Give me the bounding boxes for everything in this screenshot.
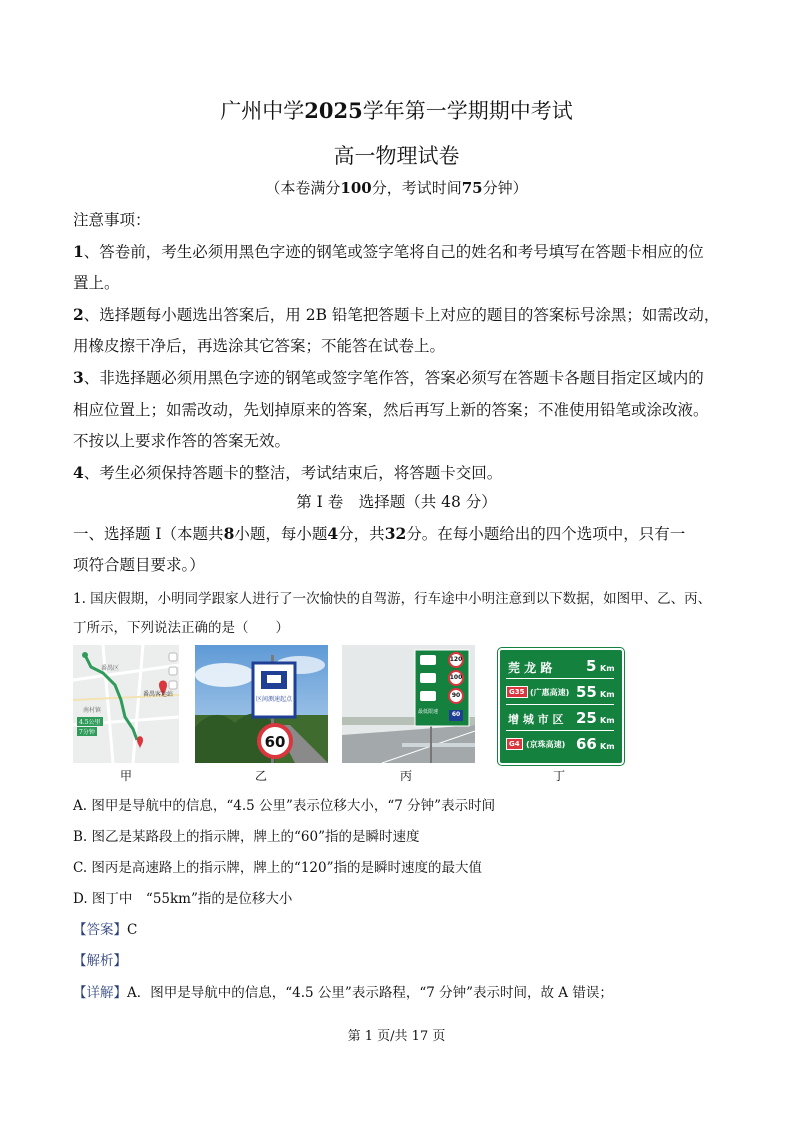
notice-item: 2、选择题每小题选出答案后，用 2B 铅笔把答题卡上对应的题目的答案标号涂黑；如需改动， xyxy=(73,305,720,324)
map-route-distance: 4.5公里 xyxy=(79,719,101,726)
option-b: B. 图乙是某路段上的指示牌，牌上的“60”指的是瞬时速度 xyxy=(73,829,420,845)
distance-row: 莞 龙 路 5 Km xyxy=(506,656,614,679)
sign-section-speed-text: 区间测速起点 xyxy=(255,696,292,703)
sign-min-speed-value: 60 xyxy=(451,711,461,718)
sign-min-speed-label: 最低限速 xyxy=(418,709,439,715)
detail-line: 【详解】A．图甲是导航中的信息，“4.5 公里”表示路程，“7 分钟”表示时间，故 A 错误； xyxy=(73,985,613,1001)
sign-speed-limit-value: 60 xyxy=(264,733,286,751)
distance-row: G4 (京珠高速) 66 Km xyxy=(506,734,614,756)
notice-item-cont: 不按以上要求作答的答案无效。 xyxy=(73,432,291,450)
option-a: A. 图甲是导航中的信息，“4.5 公里”表示位移大小，“7 分钟”表示时间 xyxy=(73,798,496,814)
figure-highway-speed-sign xyxy=(342,645,475,763)
figure-caption: 丙 xyxy=(399,769,412,783)
sign-speed-value: 90 xyxy=(451,692,461,699)
question-stem-cont: 丁所示，下列说法正确的是（ ） xyxy=(73,620,289,636)
page-number: 第 1 页/共 17 页 xyxy=(347,1029,446,1044)
map-place-label: 南村镇 xyxy=(83,707,102,714)
map-route-time: 7分钟 xyxy=(79,729,95,736)
figure-speed-sign-photo xyxy=(195,645,328,763)
map-destination-label: 番禺客运站 xyxy=(143,691,174,698)
figure-caption: 乙 xyxy=(254,769,267,783)
distance-row: 增 城 市 区 25 Km xyxy=(506,708,614,731)
sign-speed-value: 100 xyxy=(449,674,463,681)
answer-line: 【答案】C xyxy=(73,922,138,938)
notice-item-cont: 置上。 xyxy=(73,274,120,292)
question-stem: 1. 国庆假期，小明同学跟家人进行了一次愉快的自驾游，行车途中小明注意到以下数据，如图甲、乙、丙、 xyxy=(73,591,712,607)
figure-map-navigation xyxy=(73,645,179,763)
map-place-label: 番禺区 xyxy=(101,665,120,672)
notice-item-cont: 用橡皮擦干净后，再选涂其它答案；不能答在试卷上。 xyxy=(73,337,446,355)
figure-caption: 丁 xyxy=(552,769,565,783)
notice-item: 4、考生必须保持答题卡的整洁，考试结束后，将答题卡交回。 xyxy=(73,463,503,482)
part-instructions: 一、选择题 I（本题共8小题，每小题4分，共32分。在每小题给出的四个选项中，只有一 xyxy=(73,524,686,543)
exam-subtitle: 高一物理试卷 xyxy=(333,144,460,168)
notice-item: 3、非选择题必须用黑色字迹的钢笔或签字笔作答，答案必须写在答题卡各题目指定区域内的 xyxy=(73,368,704,387)
section-title: 第 I 卷 选择题（共 48 分） xyxy=(296,493,497,511)
option-d: D. 图丁中 “55km”指的是位移大小 xyxy=(73,891,293,907)
analysis-heading: 【解析】 xyxy=(73,953,127,969)
notices-heading: 注意事项： xyxy=(73,211,151,229)
notice-item-cont: 相应位置上；如需改动，先划掉原来的答案，然后再写上新的答案；不准使用铅笔或涂改液。 xyxy=(73,401,709,419)
exam-title: 广州中学2025学年第一学期期中考试 xyxy=(220,98,573,123)
distance-row: G35 (广惠高速) 55 Km xyxy=(506,682,614,705)
option-c: C. 图丙是高速路上的指示牌，牌上的“120”指的是瞬时速度的最大值 xyxy=(73,860,483,876)
figure-distance-sign xyxy=(498,648,624,765)
figure-caption: 甲 xyxy=(119,769,132,783)
notice-item: 1、答卷前，考生必须用黑色字迹的钢笔或签字笔将自己的姓名和考号填写在答题卡相应的位 xyxy=(73,242,704,261)
exam-score-time-note: （本卷满分100分，考试时间75分钟） xyxy=(265,179,528,197)
part-instructions-cont: 项符合题目要求。） xyxy=(73,556,205,574)
sign-speed-value: 120 xyxy=(449,656,463,663)
